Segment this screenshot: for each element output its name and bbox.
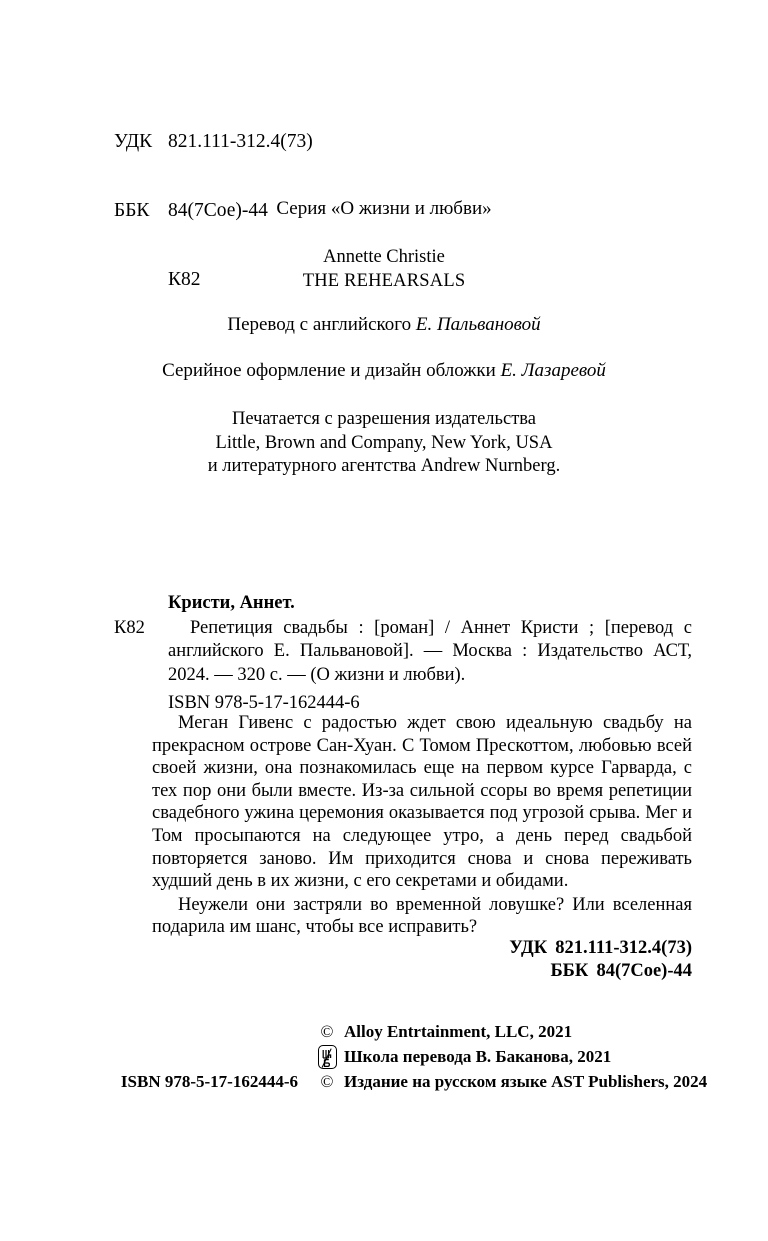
udc-value-repeat: 821.111-312.4(73): [555, 938, 692, 958]
bibliographic-record: [114, 592, 692, 716]
biblio-shelf-mark: К82: [114, 617, 145, 638]
translation-school-text: Школа перевода В. Баканова, 2021: [344, 1047, 612, 1066]
book-annotation: [152, 712, 692, 939]
shelf-mark-value: К82: [168, 269, 201, 290]
biblio-isbn: ISBN 978-5-17-162444-6: [168, 693, 360, 713]
designer-credit: [0, 360, 768, 382]
udc-row-repeat: [0, 937, 692, 960]
annotation-paragraph: Неужели они застряли во временной ловушке? Или вселенная подарила им шанс, чтобы все исправить?: [152, 894, 692, 938]
udc-label: УДК: [114, 131, 153, 152]
biblio-author-heading: Кристи, Аннет.: [168, 593, 295, 613]
bbk-label: ББК: [114, 200, 150, 221]
copyright-symbol-icon: [310, 1023, 344, 1040]
biblio-record: [114, 617, 692, 688]
footer-isbn: ISBN 978-5-17-162444-6: [120, 1072, 298, 1091]
biblio-record-text: Репетиция свадьбы : [роман] / Аннет Кристи ; [перевод с английского Е. Пальвановой]. — Москва : Издательство АСТ, 2024. — 320 с. — (О жизни и любви).: [168, 617, 692, 685]
original-edition-block: [0, 245, 768, 293]
bakanov-school-logo-icon: [310, 1045, 344, 1069]
logo-box: [318, 1045, 337, 1069]
series-line: Серия «О жизни и любви»: [276, 198, 492, 219]
annotation-paragraph: Меган Гивенс с радостью ждет свою идеальную свадьбу на прекрасном острове Сан-Хуан. С Томом Прескоттом, любовью всей своей жизни, она познакомилась еще на первом курсе Гарварда, с тех пор они были вместе. Из-за сильной ссоры во время репетиции свадебного ужина церемония оказывается под угрозой срыва. Мег и Том просыпаются на следующее утро, а день перед свадьбой повторяется заново. Им приходится снова и снова переживать худший день в их жизни, с его секретами и обидами.: [152, 713, 692, 892]
copyright-row: [0, 1044, 768, 1069]
udc-value: 821.111-312.4(73): [168, 131, 313, 152]
bbk-value-repeat: 84(7Сое)-44: [596, 960, 692, 981]
copyright-symbol-icon: [310, 1073, 344, 1090]
russian-edition-text: Издание на русском языке AST Publishers, 2024: [344, 1072, 708, 1091]
copyright-holder-text: Alloy Entrtainment, LLC, 2021: [344, 1022, 573, 1041]
copyright-row: [0, 1019, 768, 1044]
permission-line-1: Печатается с разрешения издательства: [232, 409, 536, 429]
bbk-row-repeat: [0, 960, 692, 983]
udc-label-repeat: УДК: [509, 938, 548, 958]
permission-line-2: Little, Brown and Company, New York, USA: [215, 432, 553, 453]
translator-credit: [0, 314, 768, 336]
bbk-label-repeat: ББК: [550, 960, 589, 981]
original-title: THE REHEARSALS: [302, 271, 466, 291]
copyright-symbol-glyph: ©: [320, 1072, 334, 1091]
classification-codes-repeat: [0, 937, 692, 982]
copyright-footer: [0, 1019, 768, 1094]
translator-name: Е. Пальвановой: [415, 314, 541, 335]
translator-credit-prefix: Перевод с английского: [227, 314, 416, 335]
copyright-symbol-glyph: ©: [320, 1022, 334, 1041]
original-author: Annette Christie: [323, 247, 445, 267]
permission-line-3: и литературного агентства Andrew Nurnberg.: [207, 456, 561, 476]
copyright-row: [0, 1069, 768, 1094]
designer-credit-prefix: Серийное оформление и дизайн обложки: [162, 360, 501, 381]
udc-row: [114, 130, 313, 153]
permission-statement: [0, 408, 768, 479]
bbk-value: 84(7Сое)-44: [168, 200, 268, 221]
designer-name: Е. Лазаревой: [500, 360, 606, 381]
